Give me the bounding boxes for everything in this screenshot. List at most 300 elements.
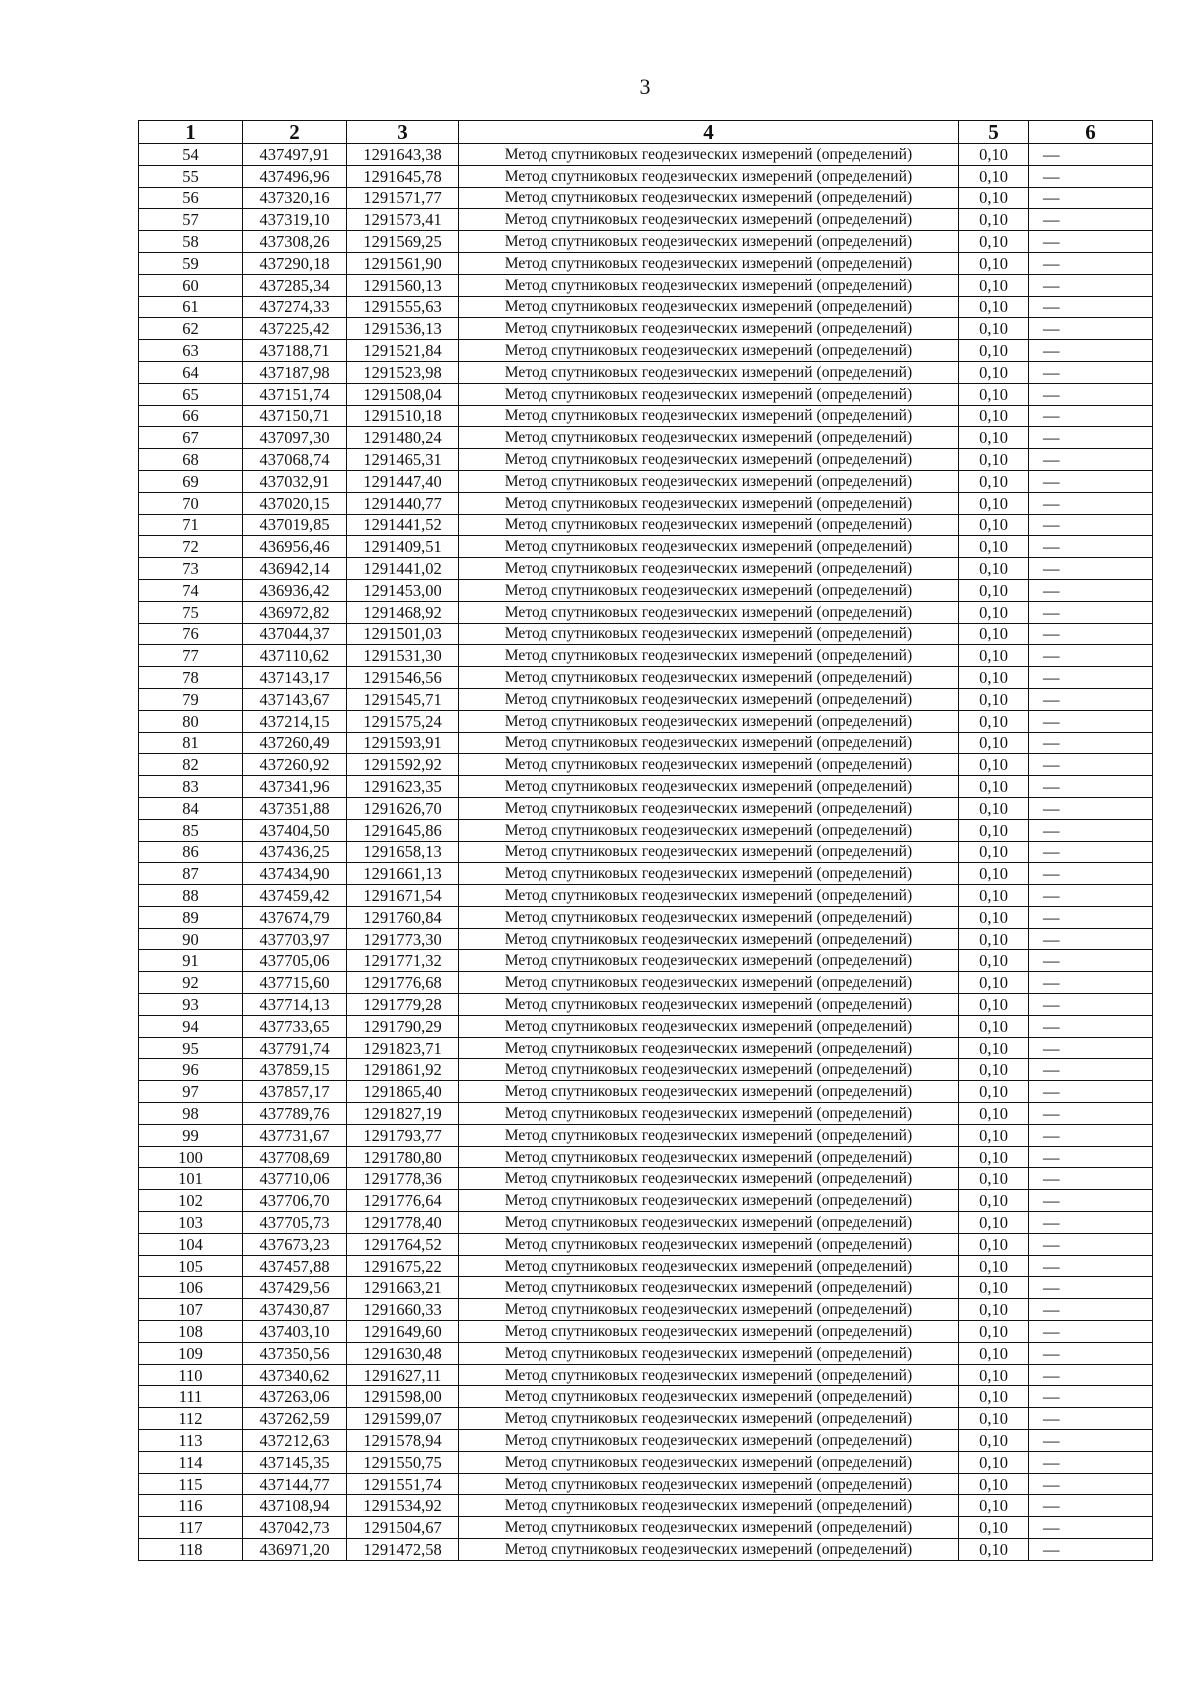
accuracy-cell: 0,10 [959,470,1029,492]
accuracy-cell: 0,10 [959,536,1029,558]
note-cell [1029,1103,1153,1125]
point-number-cell: 103 [139,1212,243,1234]
method-cell: Метод спутниковых геодезических измерений (определений) [459,1299,959,1321]
point-number-cell: 65 [139,383,243,405]
point-number-cell: 77 [139,645,243,667]
method-cell: Метод спутниковых геодезических измерений (определений) [459,427,959,449]
x-coordinate-cell: 437705,06 [243,950,347,972]
table-row [139,1342,1153,1364]
method-cell: Метод спутниковых геодезических измерений (определений) [459,405,959,427]
x-coordinate-cell: 437044,37 [243,623,347,645]
table-row [139,1015,1153,1037]
note-cell [1029,1059,1153,1081]
table-row [139,427,1153,449]
x-coordinate-cell: 437429,56 [243,1277,347,1299]
x-coordinate-cell: 436942,14 [243,558,347,580]
point-number-cell: 56 [139,187,243,209]
note-dash: — [1043,1518,1060,1538]
note-cell [1029,1168,1153,1190]
accuracy-cell: 0,10 [959,274,1029,296]
x-coordinate-cell: 437859,15 [243,1059,347,1081]
y-coordinate-cell: 1291480,24 [347,427,459,449]
note-cell [1029,1015,1153,1037]
table-row [139,1059,1153,1081]
point-number-cell: 74 [139,579,243,601]
x-coordinate-cell: 436971,20 [243,1539,347,1561]
accuracy-cell: 0,10 [959,231,1029,253]
point-number-cell: 71 [139,514,243,536]
table-row [139,863,1153,885]
note-cell [1029,1386,1153,1408]
x-coordinate-cell: 437673,23 [243,1233,347,1255]
x-coordinate-cell: 437319,10 [243,209,347,231]
method-cell: Метод спутниковых геодезических измерений (определений) [459,536,959,558]
note-dash: — [1043,711,1060,731]
y-coordinate-cell: 1291508,04 [347,383,459,405]
point-number-cell: 78 [139,667,243,689]
method-cell: Метод спутниковых геодезических измерений (определений) [459,1386,959,1408]
table-row [139,928,1153,950]
method-cell: Метод спутниковых геодезических измерений (определений) [459,187,959,209]
note-dash: — [1043,580,1060,600]
note-cell [1029,950,1153,972]
point-number-cell: 86 [139,841,243,863]
note-dash: — [1043,820,1060,840]
point-number-cell: 116 [139,1495,243,1517]
y-coordinate-cell: 1291441,52 [347,514,459,536]
note-cell [1029,623,1153,645]
y-coordinate-cell: 1291790,29 [347,1015,459,1037]
x-coordinate-cell: 437733,65 [243,1015,347,1037]
y-coordinate-cell: 1291778,36 [347,1168,459,1190]
x-coordinate-cell: 437225,42 [243,318,347,340]
method-cell: Метод спутниковых геодезических измерений (определений) [459,558,959,580]
x-coordinate-cell: 437350,56 [243,1342,347,1364]
table-row [139,667,1153,689]
accuracy-cell: 0,10 [959,601,1029,623]
point-number-cell: 59 [139,252,243,274]
note-dash: — [1043,450,1060,470]
note-dash: — [1043,144,1060,164]
note-cell [1029,361,1153,383]
method-cell: Метод спутниковых геодезических измерений (определений) [459,383,959,405]
table-row [139,1255,1153,1277]
y-coordinate-cell: 1291571,77 [347,187,459,209]
table-row [139,1190,1153,1212]
table-row [139,449,1153,471]
note-cell [1029,318,1153,340]
accuracy-cell: 0,10 [959,667,1029,689]
x-coordinate-cell: 437715,60 [243,972,347,994]
x-coordinate-cell: 437290,18 [243,252,347,274]
note-cell [1029,165,1153,187]
note-cell [1029,144,1153,166]
y-coordinate-cell: 1291623,35 [347,776,459,798]
point-number-cell: 109 [139,1342,243,1364]
accuracy-cell: 0,10 [959,1081,1029,1103]
y-coordinate-cell: 1291504,67 [347,1517,459,1539]
note-cell [1029,1212,1153,1234]
y-coordinate-cell: 1291569,25 [347,231,459,253]
method-cell: Метод спутниковых геодезических измерений (определений) [459,1103,959,1125]
note-dash: — [1043,864,1060,884]
x-coordinate-cell: 437706,70 [243,1190,347,1212]
x-coordinate-cell: 437731,67 [243,1124,347,1146]
y-coordinate-cell: 1291599,07 [347,1408,459,1430]
coordinates-table [138,120,1153,1561]
note-dash: — [1043,537,1060,557]
note-cell [1029,928,1153,950]
point-number-cell: 69 [139,470,243,492]
table-row [139,776,1153,798]
accuracy-cell: 0,10 [959,1430,1029,1452]
table-row [139,797,1153,819]
table-body [139,144,1153,1561]
point-number-cell: 73 [139,558,243,580]
y-coordinate-cell: 1291447,40 [347,470,459,492]
point-number-cell: 98 [139,1103,243,1125]
accuracy-cell: 0,10 [959,1277,1029,1299]
note-cell [1029,1430,1153,1452]
table-row [139,340,1153,362]
y-coordinate-cell: 1291780,80 [347,1146,459,1168]
x-coordinate-cell: 437457,88 [243,1255,347,1277]
y-coordinate-cell: 1291675,22 [347,1255,459,1277]
y-coordinate-cell: 1291865,40 [347,1081,459,1103]
method-cell: Метод спутниковых геодезических измерений (определений) [459,1146,959,1168]
x-coordinate-cell: 437260,49 [243,732,347,754]
column-header-3: 3 [347,121,459,144]
table-row [139,231,1153,253]
table-row [139,732,1153,754]
method-cell: Метод спутниковых геодезических измерений (определений) [459,928,959,950]
note-dash: — [1043,689,1060,709]
y-coordinate-cell: 1291441,02 [347,558,459,580]
x-coordinate-cell: 437857,17 [243,1081,347,1103]
note-dash: — [1043,668,1060,688]
x-coordinate-cell: 437340,62 [243,1364,347,1386]
note-dash: — [1043,1452,1060,1472]
accuracy-cell: 0,10 [959,994,1029,1016]
y-coordinate-cell: 1291534,92 [347,1495,459,1517]
note-dash: — [1043,777,1060,796]
x-coordinate-cell: 437143,17 [243,667,347,689]
note-dash: — [1043,406,1060,426]
method-cell: Метод спутниковых геодезических измерений (определений) [459,1473,959,1495]
note-cell [1029,1124,1153,1146]
table-row [139,383,1153,405]
accuracy-cell: 0,10 [959,340,1029,362]
accuracy-cell: 0,10 [959,1146,1029,1168]
y-coordinate-cell: 1291465,31 [347,449,459,471]
method-cell: Метод спутниковых геодезических измерений (определений) [459,1059,959,1081]
point-number-cell: 57 [139,209,243,231]
point-number-cell: 108 [139,1321,243,1343]
column-header-1: 1 [139,121,243,144]
note-dash: — [1043,1539,1060,1559]
note-dash: — [1043,559,1060,579]
accuracy-cell: 0,10 [959,797,1029,819]
accuracy-cell: 0,10 [959,819,1029,841]
table-row [139,906,1153,928]
method-cell: Метод спутниковых геодезических измерений (определений) [459,1451,959,1473]
note-cell [1029,732,1153,754]
note-cell [1029,340,1153,362]
accuracy-cell: 0,10 [959,514,1029,536]
x-coordinate-cell: 437497,91 [243,144,347,166]
method-cell: Метод спутниковых геодезических измерений (определений) [459,885,959,907]
accuracy-cell: 0,10 [959,776,1029,798]
note-cell [1029,405,1153,427]
table-row [139,1473,1153,1495]
table-row [139,165,1153,187]
table-row [139,296,1153,318]
table-row [139,1386,1153,1408]
method-cell: Метод спутниковых геодезических измерений (определений) [459,1495,959,1517]
note-cell [1029,1364,1153,1386]
note-dash: — [1043,646,1060,666]
x-coordinate-cell: 436972,82 [243,601,347,623]
method-cell: Метод спутниковых геодезических измерений (определений) [459,318,959,340]
method-cell: Метод спутниковых геодезических измерений (определений) [459,710,959,732]
y-coordinate-cell: 1291409,51 [347,536,459,558]
method-cell: Метод спутниковых геодезических измерений (определений) [459,972,959,994]
note-dash: — [1043,1496,1060,1516]
table-header-row [139,121,1153,144]
accuracy-cell: 0,10 [959,296,1029,318]
y-coordinate-cell: 1291578,94 [347,1430,459,1452]
note-cell [1029,885,1153,907]
point-number-cell: 87 [139,863,243,885]
table-row [139,1103,1153,1125]
accuracy-cell: 0,10 [959,623,1029,645]
point-number-cell: 91 [139,950,243,972]
note-dash: — [1043,1169,1060,1189]
y-coordinate-cell: 1291531,30 [347,645,459,667]
accuracy-cell: 0,10 [959,1408,1029,1430]
note-cell [1029,797,1153,819]
note-cell [1029,1473,1153,1495]
table-row [139,1277,1153,1299]
method-cell: Метод спутниковых геодезических измерений (определений) [459,579,959,601]
x-coordinate-cell: 437496,96 [243,165,347,187]
table-row [139,187,1153,209]
page-number: 3 [639,74,651,99]
x-coordinate-cell: 437710,06 [243,1168,347,1190]
note-cell [1029,863,1153,885]
note-dash: — [1043,798,1060,818]
method-cell: Метод спутниковых геодезических измерений (определений) [459,1539,959,1561]
y-coordinate-cell: 1291773,30 [347,928,459,950]
y-coordinate-cell: 1291561,90 [347,252,459,274]
method-cell: Метод спутниковых геодезических измерений (определений) [459,841,959,863]
method-cell: Метод спутниковых геодезических измерений (определений) [459,1517,959,1539]
note-cell [1029,1233,1153,1255]
y-coordinate-cell: 1291555,63 [347,296,459,318]
accuracy-cell: 0,10 [959,928,1029,950]
method-cell: Метод спутниковых геодезических измерений (определений) [459,994,959,1016]
x-coordinate-cell: 437097,30 [243,427,347,449]
table-row [139,1517,1153,1539]
table-row [139,1037,1153,1059]
note-cell [1029,383,1153,405]
note-dash: — [1043,1082,1060,1102]
x-coordinate-cell: 437308,26 [243,231,347,253]
y-coordinate-cell: 1291778,40 [347,1212,459,1234]
table-row [139,1124,1153,1146]
y-coordinate-cell: 1291510,18 [347,405,459,427]
table-row [139,623,1153,645]
y-coordinate-cell: 1291660,33 [347,1299,459,1321]
table-row [139,994,1153,1016]
accuracy-cell: 0,10 [959,1190,1029,1212]
y-coordinate-cell: 1291827,19 [347,1103,459,1125]
note-dash: — [1043,253,1060,273]
accuracy-cell: 0,10 [959,710,1029,732]
note-dash: — [1043,1125,1060,1145]
note-cell [1029,252,1153,274]
accuracy-cell: 0,10 [959,732,1029,754]
point-number-cell: 93 [139,994,243,1016]
method-cell: Метод спутниковых геодезических измерений (определений) [459,1255,959,1277]
accuracy-cell: 0,10 [959,645,1029,667]
x-coordinate-cell: 437404,50 [243,819,347,841]
point-number-cell: 66 [139,405,243,427]
table-row [139,1233,1153,1255]
accuracy-cell: 0,10 [959,318,1029,340]
note-cell [1029,1081,1153,1103]
point-number-cell: 107 [139,1299,243,1321]
accuracy-cell: 0,10 [959,1255,1029,1277]
x-coordinate-cell: 437108,94 [243,1495,347,1517]
y-coordinate-cell: 1291764,52 [347,1233,459,1255]
table-row [139,470,1153,492]
point-number-cell: 81 [139,732,243,754]
accuracy-cell: 0,10 [959,1168,1029,1190]
note-cell [1029,1539,1153,1561]
note-dash: — [1043,624,1060,644]
accuracy-cell: 0,10 [959,1321,1029,1343]
note-dash: — [1043,341,1060,361]
y-coordinate-cell: 1291598,00 [347,1386,459,1408]
table-row [139,492,1153,514]
column-header-6: 6 [1029,121,1153,144]
table-row [139,536,1153,558]
x-coordinate-cell: 437705,73 [243,1212,347,1234]
note-cell [1029,1277,1153,1299]
point-number-cell: 72 [139,536,243,558]
accuracy-cell: 0,10 [959,579,1029,601]
note-dash: — [1043,973,1060,993]
accuracy-cell: 0,10 [959,754,1029,776]
accuracy-cell: 0,10 [959,558,1029,580]
point-number-cell: 113 [139,1430,243,1452]
accuracy-cell: 0,10 [959,252,1029,274]
note-cell [1029,1037,1153,1059]
accuracy-cell: 0,10 [959,449,1029,471]
column-header-5: 5 [959,121,1029,144]
x-coordinate-cell: 436956,46 [243,536,347,558]
table-row [139,645,1153,667]
y-coordinate-cell: 1291658,13 [347,841,459,863]
accuracy-cell: 0,10 [959,1451,1029,1473]
note-dash: — [1043,1321,1060,1341]
table-row [139,601,1153,623]
accuracy-cell: 0,10 [959,1124,1029,1146]
x-coordinate-cell: 437144,77 [243,1473,347,1495]
table-row [139,1146,1153,1168]
y-coordinate-cell: 1291823,71 [347,1037,459,1059]
accuracy-cell: 0,10 [959,492,1029,514]
note-dash: — [1043,929,1060,949]
x-coordinate-cell: 437260,92 [243,754,347,776]
note-dash: — [1043,885,1060,905]
note-cell [1029,754,1153,776]
method-cell: Метод спутниковых геодезических измерений (определений) [459,688,959,710]
point-number-cell: 85 [139,819,243,841]
point-number-cell: 114 [139,1451,243,1473]
point-number-cell: 106 [139,1277,243,1299]
y-coordinate-cell: 1291592,92 [347,754,459,776]
table-row [139,252,1153,274]
y-coordinate-cell: 1291468,92 [347,601,459,623]
accuracy-cell: 0,10 [959,1103,1029,1125]
method-cell: Метод спутниковых геодезических измерений (определений) [459,361,959,383]
note-dash: — [1043,1343,1060,1363]
note-cell [1029,994,1153,1016]
method-cell: Метод спутниковых геодезических измерений (определений) [459,623,959,645]
y-coordinate-cell: 1291626,70 [347,797,459,819]
note-cell [1029,776,1153,798]
note-dash: — [1043,907,1060,927]
y-coordinate-cell: 1291501,03 [347,623,459,645]
note-dash: — [1043,733,1060,753]
point-number-cell: 76 [139,623,243,645]
y-coordinate-cell: 1291771,32 [347,950,459,972]
note-dash: — [1043,471,1060,491]
note-dash: — [1043,1256,1060,1276]
table-row [139,972,1153,994]
accuracy-cell: 0,10 [959,405,1029,427]
note-dash: — [1043,384,1060,404]
note-cell [1029,819,1153,841]
note-cell [1029,579,1153,601]
accuracy-cell: 0,10 [959,1037,1029,1059]
x-coordinate-cell: 437403,10 [243,1321,347,1343]
method-cell: Метод спутниковых геодезических измерений (определений) [459,1408,959,1430]
x-coordinate-cell: 437143,67 [243,688,347,710]
table-row [139,1168,1153,1190]
method-cell: Метод спутниковых геодезических измерений (определений) [459,601,959,623]
note-dash: — [1043,1212,1060,1232]
accuracy-cell: 0,10 [959,209,1029,231]
point-number-cell: 83 [139,776,243,798]
table-row [139,144,1153,166]
note-cell [1029,1255,1153,1277]
accuracy-cell: 0,10 [959,841,1029,863]
note-cell [1029,1342,1153,1364]
accuracy-cell: 0,10 [959,1059,1029,1081]
x-coordinate-cell: 437341,96 [243,776,347,798]
x-coordinate-cell: 437703,97 [243,928,347,950]
y-coordinate-cell: 1291649,60 [347,1321,459,1343]
table-row [139,405,1153,427]
point-number-cell: 99 [139,1124,243,1146]
x-coordinate-cell: 437151,74 [243,383,347,405]
x-coordinate-cell: 436936,42 [243,579,347,601]
point-number-cell: 112 [139,1408,243,1430]
note-cell [1029,1495,1153,1517]
